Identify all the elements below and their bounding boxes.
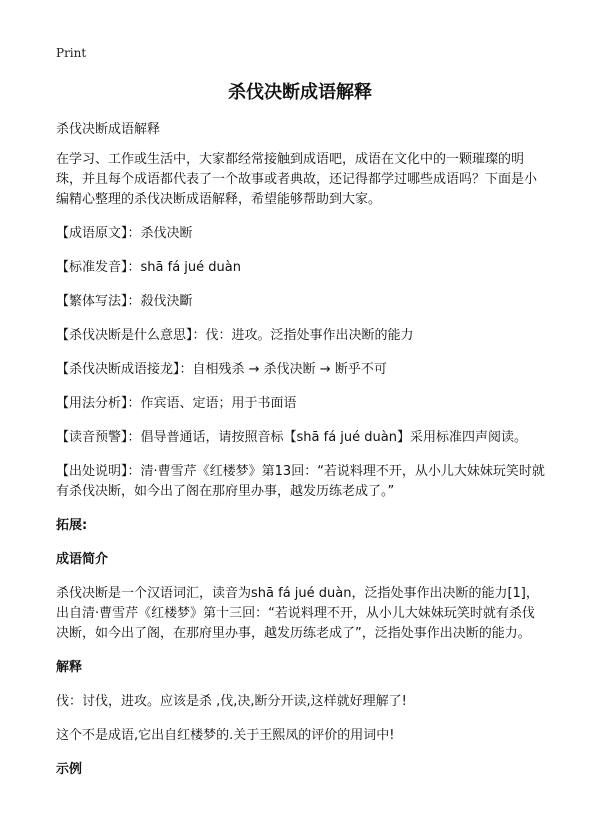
- field-label: 【标准发音】：: [56, 260, 141, 275]
- explain-paragraph-2: 这个不是成语,它出自红楼梦的.关于王熙凤的评价的用词中!: [56, 728, 395, 743]
- field-traditional: [56, 292, 546, 312]
- field-meaning: [56, 326, 546, 346]
- explain-paragraph-1: 伐：讨伐，进攻。应该是杀 ,伐,决,断分开读,这样就好理解了!: [56, 694, 407, 709]
- field-reading-warning: [56, 428, 546, 448]
- field-value: 倡导普通话，请按照音标【shā fá jué duàn】采用标准四声阅读。: [140, 430, 527, 445]
- explain-heading: 解释: [56, 660, 83, 675]
- print-link[interactable]: Print: [56, 46, 87, 60]
- field-value: shā fá jué duàn: [140, 260, 241, 275]
- field-chain: [56, 360, 546, 380]
- expand-heading: 拓展:: [56, 518, 88, 533]
- brief-heading: 成语简介: [56, 552, 109, 567]
- field-label: 【读音预警】：: [56, 430, 141, 445]
- page-title: 杀伐决断成语解释: [228, 82, 372, 103]
- article-subtitle: 杀伐决断成语解释: [56, 122, 161, 137]
- field-usage: [56, 394, 546, 414]
- field-value: 作宾语、定语；用于书面语: [140, 396, 297, 411]
- field-source: [56, 462, 546, 502]
- field-label: 【成语原文】：: [56, 226, 141, 241]
- field-value: 伐：进攻。泛指处事作出决断的能力: [205, 328, 414, 343]
- article-body: [56, 120, 546, 794]
- field-value: 殺伐決斷: [140, 294, 193, 309]
- intro-paragraph: 在学习、工作或生活中，大家都经常接触到成语吧，成语在文化中的一颗璀璨的明珠，并且每个成语都代表了一个故事或者典故，还记得都学过哪些成语吗？下面是小编精心整理的杀伐决断成语解释，希望能够帮助到大家。: [56, 152, 538, 207]
- field-pronunciation: [56, 258, 546, 278]
- brief-paragraph: 杀伐决断是一个汉语词汇，读音为shā fá jué duàn，泛指处事作出决断的能力[1]，出自清·曹雪芹《红楼梦》第十三回：“若说料理不开，从小儿大妹妹玩笑时就有杀伐决断，如今出了阁，在那府里办事，越发历练老成了”，泛指处事作出决断的能力。: [56, 586, 539, 641]
- field-label: 【杀伐决断成语接龙】：: [56, 362, 193, 377]
- field-label: 【繁体写法】：: [56, 294, 141, 309]
- field-value: 杀伐决断: [140, 226, 193, 241]
- field-label: 【出处说明】：: [56, 464, 141, 479]
- field-original-text: [56, 224, 546, 244]
- field-label: 【杀伐决断是什么意思】：: [56, 328, 206, 343]
- field-label: 【用法分析】：: [56, 396, 141, 411]
- field-value: 自相残杀 → 杀伐决断 → 断乎不可: [192, 362, 387, 377]
- field-value: 清·曹雪芹《红楼梦》第13回：“若说料理不开，从小儿大妹妹玩笑时就有杀伐决断，如今出了阁在那府里办事，越发历练老成了。”: [56, 464, 545, 499]
- example-heading: 示例: [56, 762, 83, 777]
